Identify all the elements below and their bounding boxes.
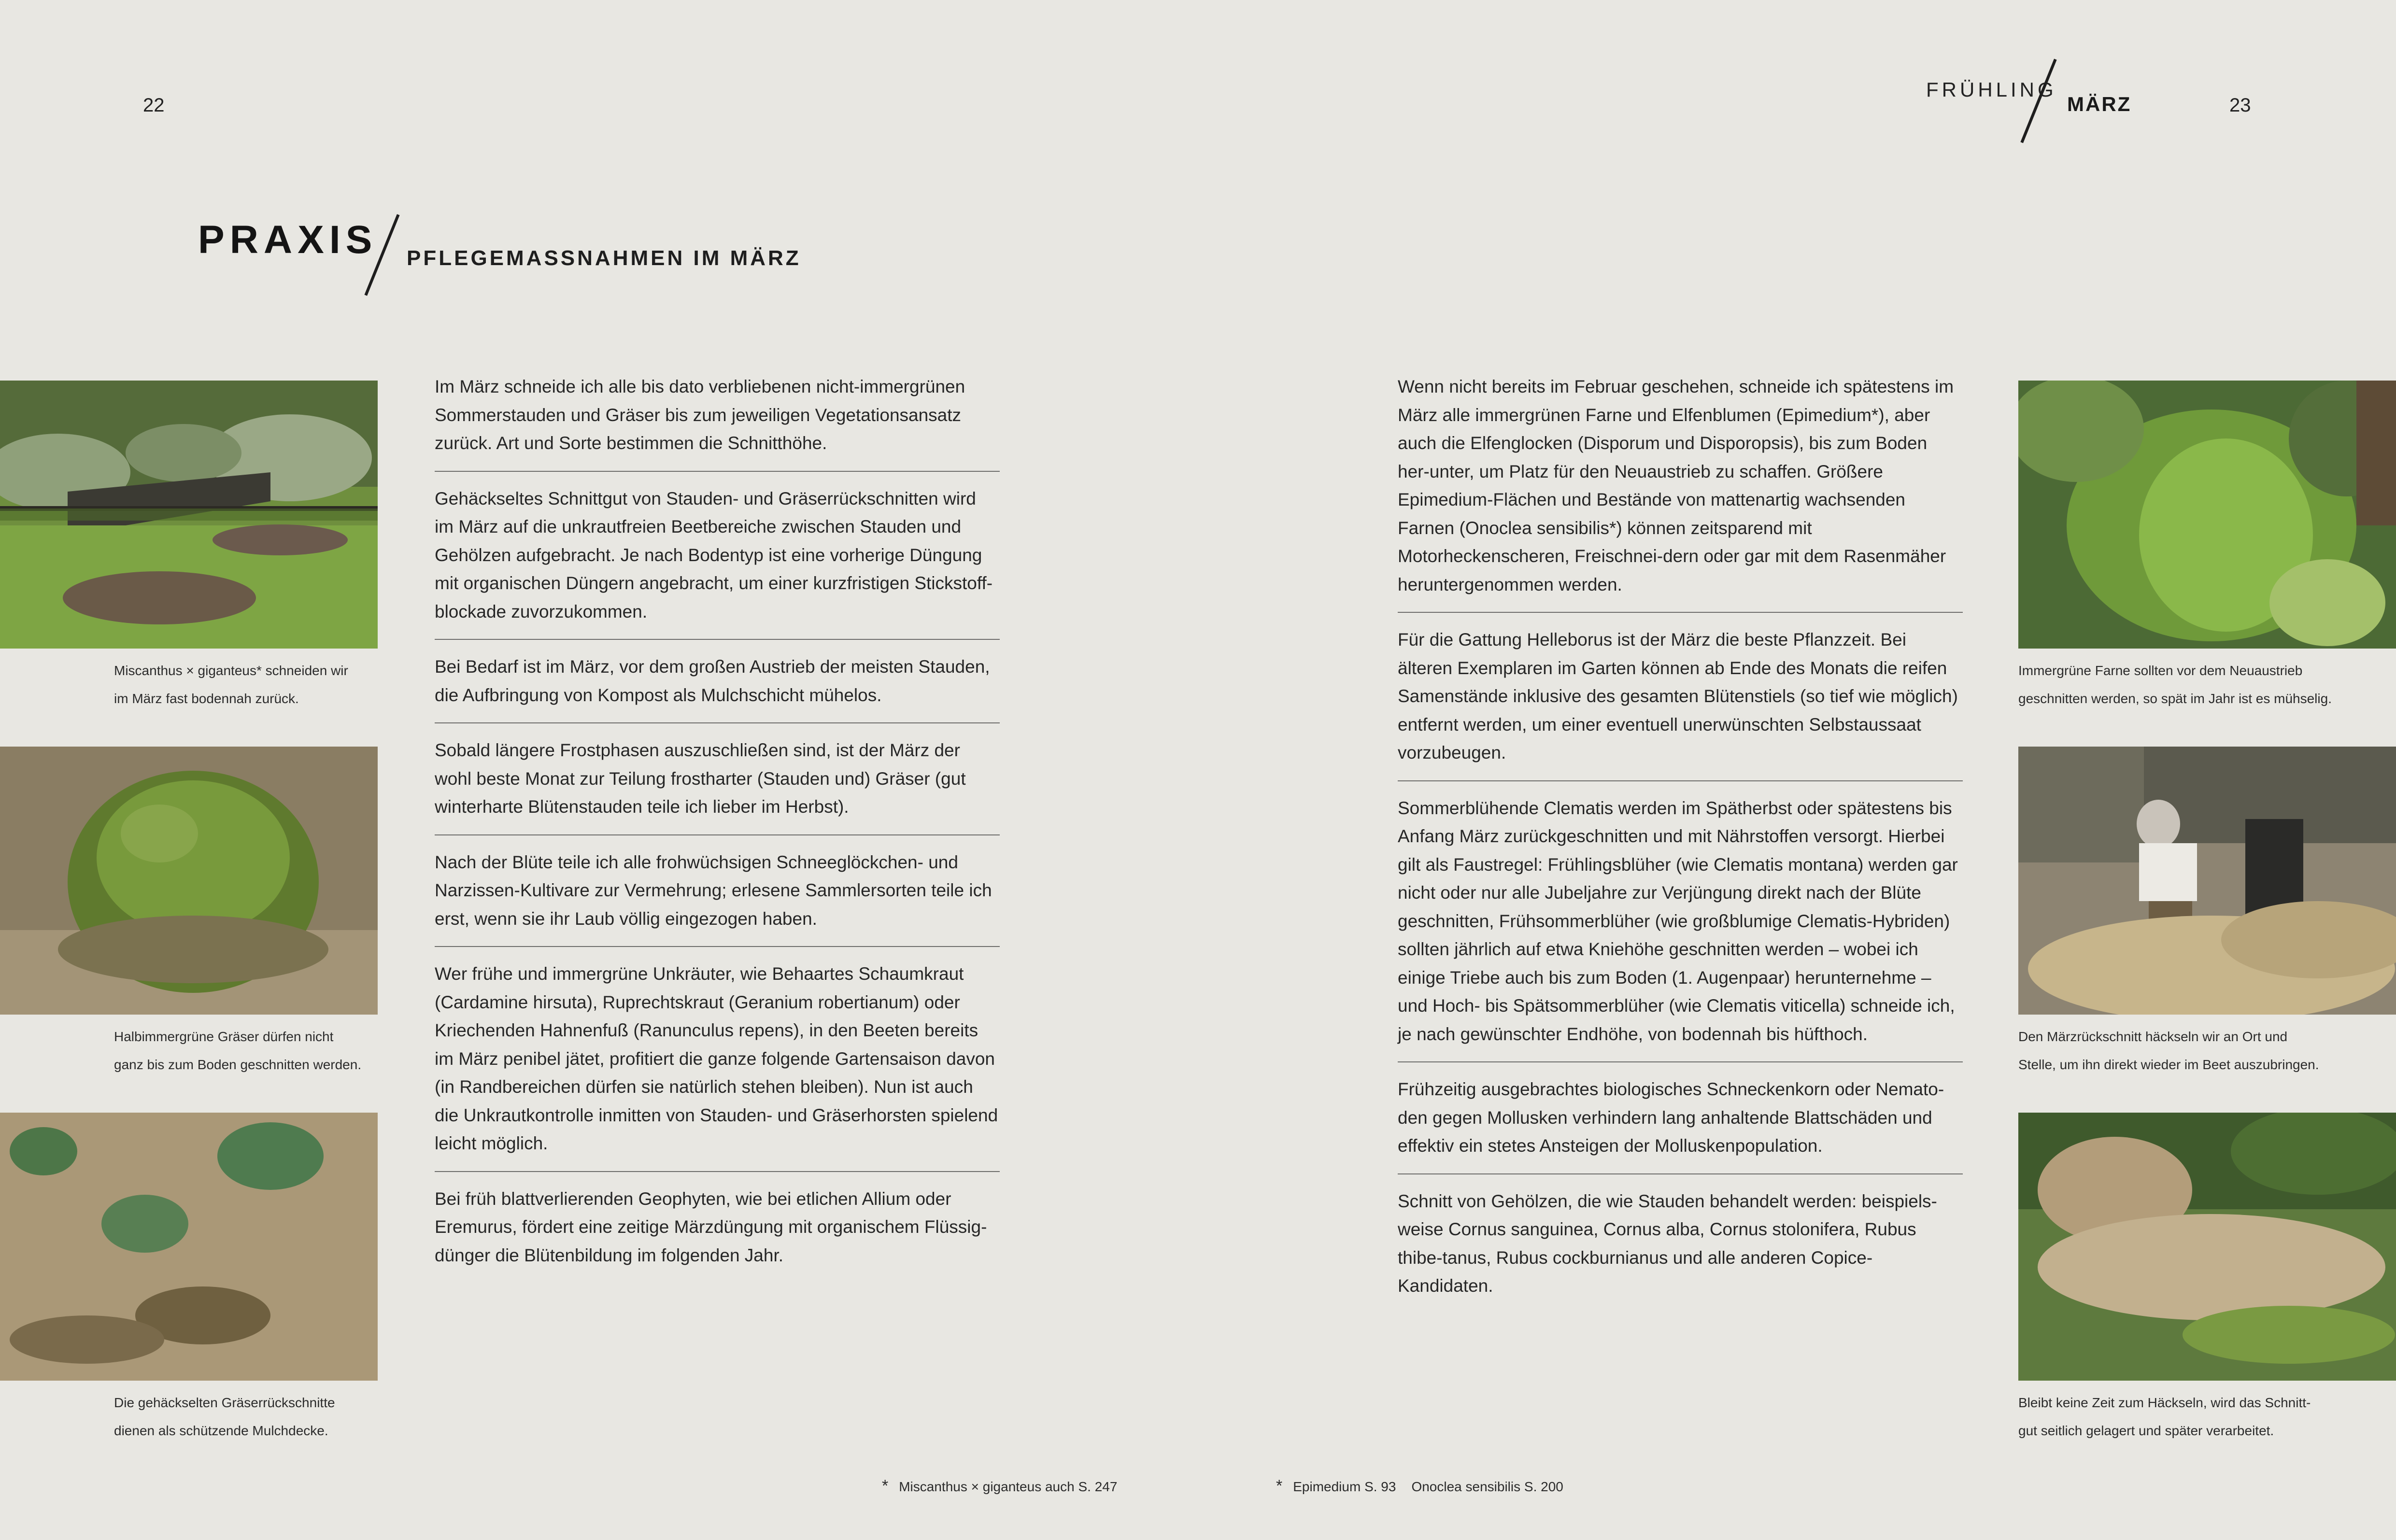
paragraph: Für die Gattung Helleborus ist der März die beste Pflanzzeit. Bei älteren Exemplaren im Garten können ab Ende des Monats die reifen Samenstände inklusive des gesamten Blütenstiels (so tief wie möglich) entfernt werden, um einer eventuell unerwünschten Selbstaussaat vorzubeugen.: [1398, 626, 1963, 781]
footnote-marker: *: [1276, 1477, 1283, 1495]
photo-stacked-grass-clippings: [2018, 1113, 2396, 1381]
photo-caption: Immergrüne Farne sollten vor dem Neuaustrieb geschnitten werden, so spät im Jahr ist es mühselig.: [2018, 663, 2332, 706]
page-subtitle: PFLEGEMASSNAHMEN IM MÄRZ: [407, 246, 801, 270]
footnote-text: Miscanthus × giganteus auch S. 247: [899, 1479, 1118, 1494]
photo-evergreen-ferns: [2018, 381, 2396, 649]
paragraph: Schnitt von Gehölzen, die wie Stauden behandelt werden: beispiels-weise Cornus sanguinea, Cornus alba, Cornus stolonifera, Rubus thibe-tanus, Rubus cockburnianus und alle anderen Copice-Kandidaten.: [1398, 1191, 1937, 1296]
paragraph: Frühzeitig ausgebrachtes biologisches Schneckenkorn oder Nemato-den gegen Mollusken verhindern lang anhaltende Blattschäden und effektiv ein stetes Ansteigen der Molluskenpopulation.: [1398, 1075, 1963, 1174]
photo-garden-grasses-lawn-path: [0, 381, 378, 649]
paragraph: Bei früh blattverlierenden Geophyten, wie bei etlichen Allium oder Eremurus, fördert eine zeitige Märzdüngung mit organischem Flüssig-dünger die Blütenbildung im folgenden Jahr.: [435, 1188, 987, 1265]
photo-caption: Den Märzrückschnitt häckseln wir an Ort und Stelle, um ihn direkt wieder im Beet auszubringen.: [2018, 1029, 2319, 1072]
page-title: PRAXIS: [198, 218, 378, 262]
photo-caption: Miscanthus × giganteus* schneiden wir im März fast bodennah zurück.: [114, 663, 348, 706]
footnote-text: Epimedium S. 93: [1293, 1479, 1396, 1494]
photo-grass-clump: [0, 747, 378, 1015]
footnote-left: [882, 1477, 1117, 1496]
paragraph: Wenn nicht bereits im Februar geschehen, schneide ich spätestens im März alle immergrünen Farne und Elfenblumen (Epimedium*), aber auch die Elfenglocken (Disporum und Disporopsis), bis zum Boden her-unter, um Platz für den Neuaustrieb zu schaffen. Größere Epimedium-Flächen und Bestände von mattenartig wachsenden Farnen (Onoclea sensibilis*) können zeitsparend mit Motorheckenscheren, Freischnei-dern oder gar mit dem Rasenmäher heruntergenommen werden.: [1398, 373, 1963, 613]
paragraph: Gehäckseltes Schnittgut von Stauden- und Gräserrückschnitten wird im März auf die unkrautfreien Beetbereiche zwischen Stauden und Gehölzen aufgebracht. Je nach Bodentyp ist eine vorherige Düngung mit organischen Düngern angebracht, um einer kurzfristigen Stickstoff-blockade zuvorzukommen.: [435, 485, 1000, 640]
photo-caption: Halbimmergrüne Gräser dürfen nicht ganz bis zum Boden geschnitten werden.: [114, 1029, 362, 1072]
paragraph: Im März schneide ich alle bis dato verbliebenen nicht-immergrünen Sommerstauden und Gräser bis zum jeweiligen Vegetationsansatz zurück. Art und Sorte bestimmen die Schnitthöhe.: [435, 373, 1000, 472]
footnote-text: Onoclea sensibilis S. 200: [1411, 1479, 1563, 1494]
paragraph: Nach der Blüte teile ich alle frohwüchsigen Schneeglöckchen- und Narzissen-Kultivare zur Vermehrung; erlesene Sammlersorten teile ich erst, wenn sie ihr Laub völlig eingezogen haben.: [435, 848, 1000, 947]
page-number-left: 22: [143, 95, 165, 116]
photo-caption: Bleibt keine Zeit zum Häckseln, wird das Schnitt- gut seitlich gelagert und später verarbeitet.: [2018, 1395, 2311, 1438]
paragraph: Sommerblühende Clematis werden im Spätherbst oder spätestens bis Anfang März zurückgeschnitten und mit Nährstoffen versorgt. Hierbei gilt als Faustregel: Frühlingsblüher (wie Clematis montana) werden gar nicht oder nur alle Jubeljahre zur Verjüngung direkt nach der Blüte geschnitten, Frühsommerblüher (wie großblumige Clematis-Hybriden) sollten jährlich auf etwa Kniehöhe geschnitten werden – wobei ich einige Triebe auch bis zum Boden (1. Augenpaar) herunternehme – und Hoch- bis Spätsommerblüher (wie Clematis viticella) schneide ich, je nach gewünschter Endhöhe, von bodennah bis hüfthoch.: [1398, 794, 1963, 1063]
section-label-month: MÄRZ: [2067, 93, 2132, 115]
paragraph: Bei Bedarf ist im März, vor dem großen Austrieb der meisten Stauden, die Aufbringung von Kompost als Mulchschicht mühelos.: [435, 653, 1000, 723]
footnote-marker: *: [882, 1477, 889, 1495]
photo-person-cutting-grasses: [2018, 747, 2396, 1015]
page-number-right: 23: [2229, 95, 2251, 116]
body-column-left: [435, 373, 1000, 1296]
paragraph: Sobald längere Frostphasen auszuschließen sind, ist der März der wohl beste Monat zur Teilung frostharter (Stauden und) Gräser (gut winterharte Blütenstauden teile ich lieber im Herbst).: [435, 736, 1000, 835]
body-column-right: [1398, 373, 1963, 1327]
photo-caption: Die gehäckselten Gräserrückschnitte dienen als schützende Mulchdecke.: [114, 1395, 335, 1438]
paragraph: Wer frühe und immergrüne Unkräuter, wie Behaartes Schaumkraut (Cardamine hirsuta), Ruprechtskraut (Geranium robertianum) oder Kriechenden Hahnenfuß (Ranunculus repens), in den Beeten bereits im März penibel jätet, profitiert die ganze folgende Gartensaison davon (in Randbereichen dürfen sie natürlich stehen bleiben). Nun ist auch die Unkrautkontrolle inmitten von Stauden- und Gräserhorsten spielend leicht möglich.: [435, 960, 1000, 1172]
footnote-right: [1276, 1477, 1563, 1496]
photo-mulch-with-bulb-shoots: [0, 1113, 378, 1381]
section-label-season: FRÜHLING: [1926, 78, 2057, 101]
